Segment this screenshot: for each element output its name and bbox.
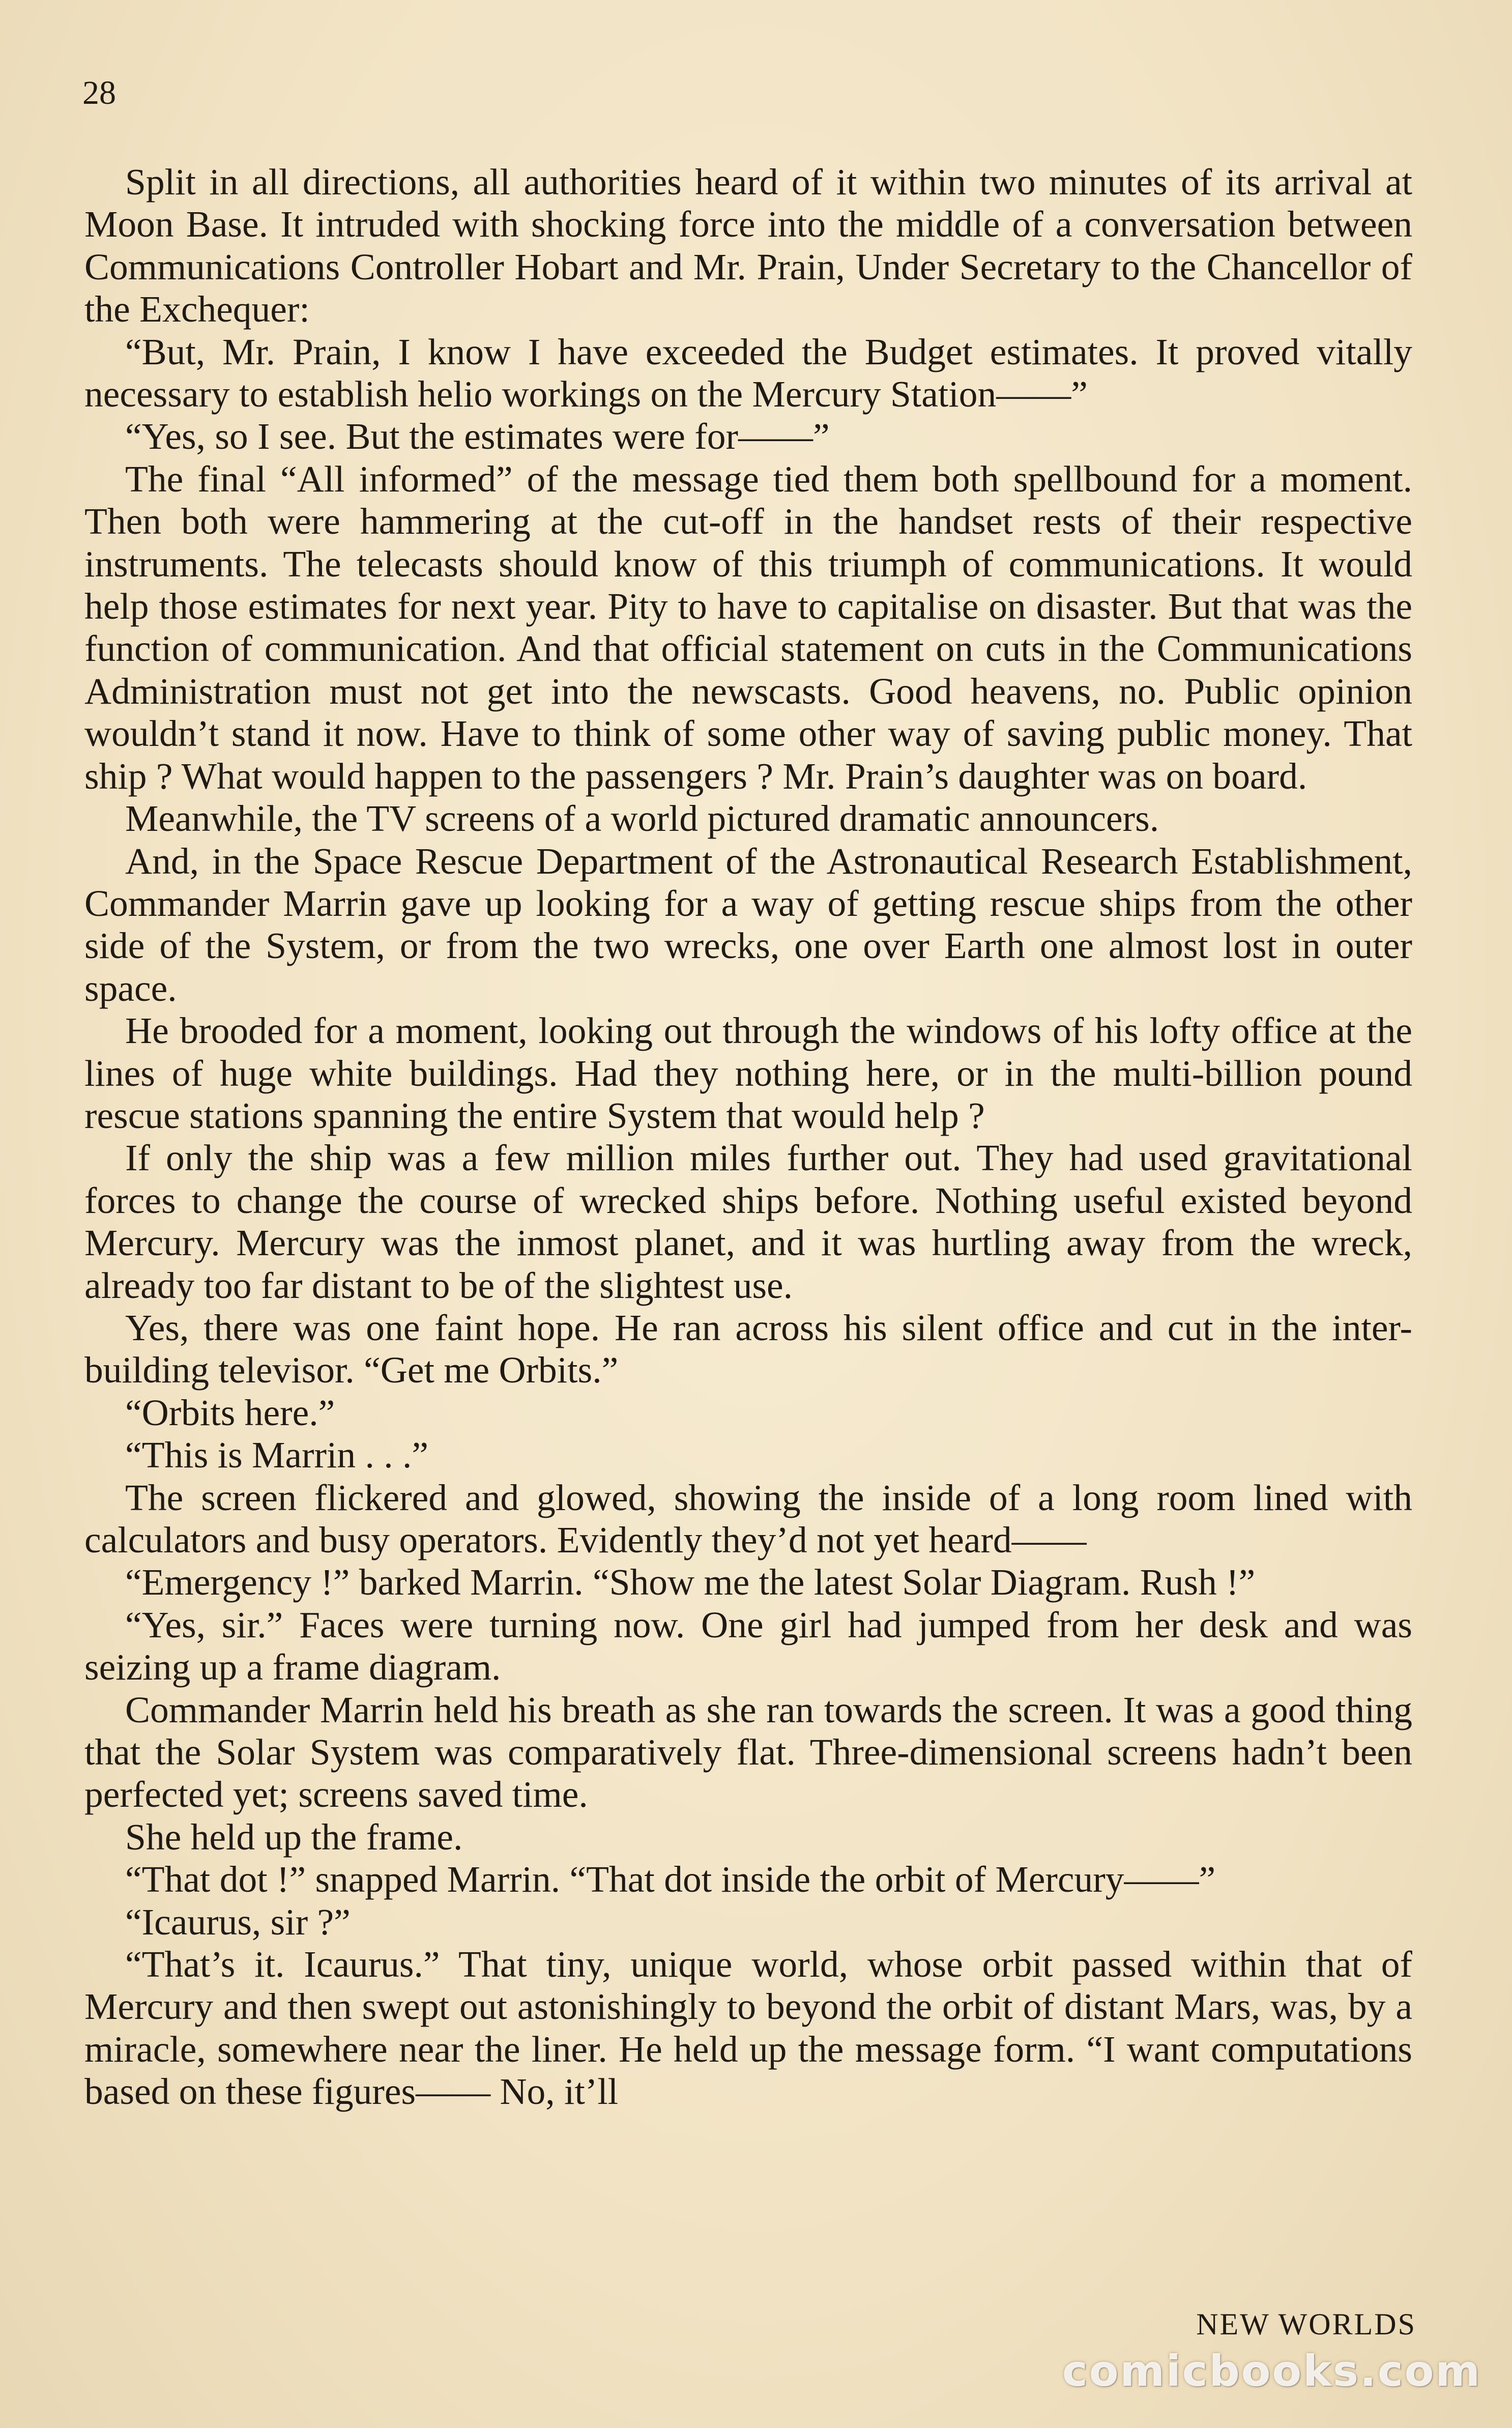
paragraph: “Yes, so I see. But the estimates were for——” [125,416,830,457]
paragraph: He brooded for a moment, looking out through the windows of his lofty office at the lines of huge white buildings. Had they nothing here, or in the multi-billion pound rescue stations spanning the entire System that would help ? [84,1010,1412,1136]
paragraph: Meanwhile, the TV screens of a world pictured dramatic announcers. [125,798,1159,840]
paragraph: If only the ship was a few million miles further out. They had used gravitational forces to change the course of wrecked ships before. Nothing useful existed beyond Mercury. Mercury was the inmost planet, and it was hurtling away from the wreck, already too far distant to be of the slightest use. [84,1137,1412,1306]
paragraph: The final “All informed” of the message tied them both spellbound for a moment. Then both were hammering at the cut-off in the handset rests of their respective instruments. The telecasts should know of this triumph of communications. It would help those estimates for next year. Pity to have to capitalise on disaster. But that was the function of communication. And that official statement on cuts in the Communications Administration must not get into the newscasts. Good heavens, no. Public opinion wouldn’t stand it now. Have to think of some other way of saving public money. That ship ? What would happen to the passengers ? Mr. Prain’s daughter was on board. [84,458,1412,797]
running-footer-title: NEW WORLDS [1196,2307,1416,2341]
paragraph: “Icaurus, sir ?” [125,1901,351,1943]
paragraph: “That dot !” snapped Marrin. “That dot inside the orbit of Mercury——” [125,1859,1216,1900]
paragraph: The screen flickered and glowed, showing the inside of a long room lined with calculators and busy operators. Evidently they’d not yet heard—— [84,1477,1412,1560]
paragraph: Yes, there was one faint hope. He ran across his silent office and cut in the inter-building televisor. “Get me Orbits.” [84,1307,1412,1391]
paragraph: Split in all directions, all authorities heard of it within two minutes of its arrival at Moon Base. It intruded with shocking force into the middle of a conversation between Communications Controller Hobart and Mr. Prain, Under Secretary to the Chancellor of the Exchequer: [84,161,1412,330]
story-body [84,161,1412,2113]
paragraph: “Yes, sir.” Faces were turning now. One girl had jumped from her desk and was seizing up a frame diagram. [84,1604,1412,1688]
paragraph: Commander Marrin held his breath as she ran towards the screen. It was a good thing that the Solar System was comparatively flat. Three-dimensional screens hadn’t been perfected yet; screens saved time. [84,1689,1412,1815]
paragraph: “Orbits here.” [125,1392,335,1433]
paragraph: And, in the Space Rescue Department of the Astronautical Research Establishment, Commander Marrin gave up looking for a way of getting rescue ships from the other side of the System, or from the two wrecks, one over Earth one almost lost in outer space. [84,840,1412,1009]
watermark: comicbooks.com [1062,2346,1481,2396]
paragraph: “But, Mr. Prain, I know I have exceeded the Budget estimates. It proved vitally necessary to establish helio workings on the Mercury Station——” [84,331,1412,415]
page-number: 28 [82,74,116,111]
paragraph: She held up the frame. [125,1816,463,1858]
paragraph: “That’s it. Icaurus.” That tiny, unique world, whose orbit passed within that of Mercury and then swept out astonishingly to beyond the orbit of distant Mars, was, by a miracle, somewhere near the liner. He held up the message form. “I want computations based on these figures—— No, it’ll [84,1944,1412,2113]
paragraph: “This is Marrin . . .” [125,1434,429,1476]
paragraph: “Emergency !” barked Marrin. “Show me the latest Solar Diagram. Rush !” [125,1562,1256,1603]
